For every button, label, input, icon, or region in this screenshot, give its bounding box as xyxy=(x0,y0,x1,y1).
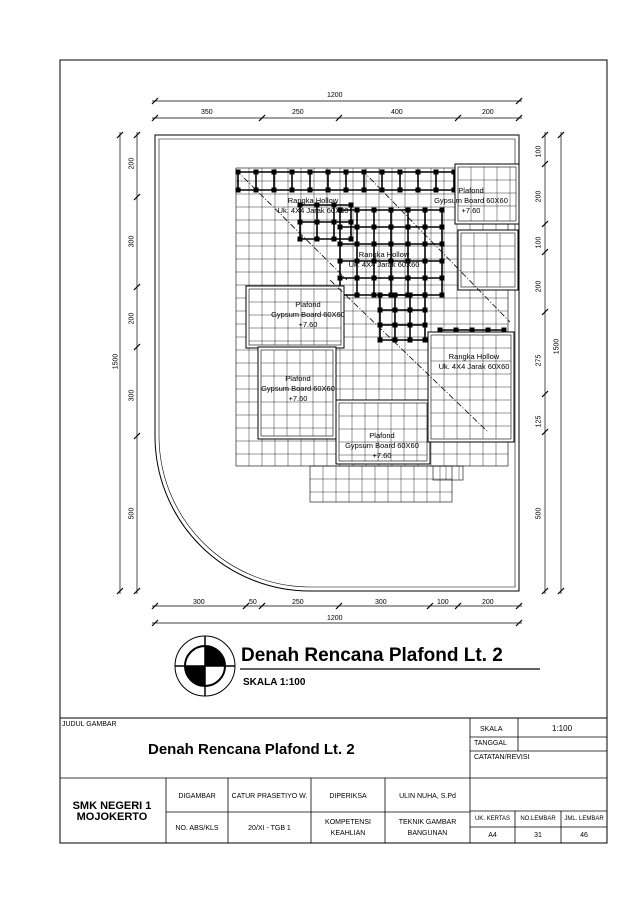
hollow-node xyxy=(440,242,444,246)
label-line: Rangka Hollow xyxy=(448,352,500,361)
hollow-node xyxy=(440,225,444,229)
dim-left: 300 xyxy=(128,235,136,248)
hollow-node xyxy=(308,170,312,174)
kompetensi-value: TEKNIK GAMBAR BANGUNAN xyxy=(398,819,457,837)
hollow-node xyxy=(393,308,397,312)
hollow-node xyxy=(355,293,359,297)
label-line: +7.60 xyxy=(298,320,318,329)
dim-top: 400 xyxy=(391,109,403,116)
hollow-node xyxy=(372,293,376,297)
hollow-node xyxy=(355,225,359,229)
dim-right: 500 xyxy=(535,507,543,520)
hollow-node xyxy=(355,242,359,246)
hollow-node xyxy=(398,170,402,174)
hollow-node xyxy=(440,259,444,263)
grid-area xyxy=(433,466,463,480)
label-line: Gypsum Board 60X60 xyxy=(434,196,508,205)
label-line: Rangka Hollow xyxy=(358,250,410,259)
hollow-node xyxy=(486,328,490,332)
hollow-node xyxy=(434,170,438,174)
hollow-node xyxy=(406,225,410,229)
dim-top-total: 1200 xyxy=(327,92,343,99)
hollow-node xyxy=(332,220,336,224)
dim-left: 300 xyxy=(128,389,136,402)
diperiksa-value: ULIN NUHA, S.Pd xyxy=(399,792,456,800)
hollow-node xyxy=(416,188,420,192)
hollow-node xyxy=(406,208,410,212)
label-line: +7.60 xyxy=(288,394,308,403)
hollow-node xyxy=(362,188,366,192)
label-line: Gypsum Board 60X60 xyxy=(345,441,419,450)
diperiksa-label: DIPERIKSA xyxy=(329,792,367,800)
hollow-node xyxy=(236,188,240,192)
dim-top: 200 xyxy=(482,109,494,116)
hollow-node xyxy=(355,276,359,280)
hollow-node xyxy=(378,338,382,342)
hollow-node xyxy=(440,293,444,297)
label-line: +7.60 xyxy=(372,451,392,460)
dim-bottom: 50 xyxy=(249,599,257,606)
label-plafond xyxy=(336,431,428,461)
hollow-node xyxy=(254,170,258,174)
label-plafond xyxy=(262,300,354,330)
dim-right-total: 1500 xyxy=(553,338,561,355)
hollow-node xyxy=(389,208,393,212)
label-rangka-hollow xyxy=(268,196,358,216)
kompetensi-label: KOMPETENSI KEAHLIAN xyxy=(325,819,371,837)
dim-bottom-total: 1200 xyxy=(327,615,343,622)
hollow-node xyxy=(332,237,336,241)
label-line: Plafond xyxy=(458,186,484,195)
label-line: Uk. 4X4 Jarak 60X60 xyxy=(348,260,420,269)
hollow-node xyxy=(423,242,427,246)
label-plafond xyxy=(425,186,517,216)
uk-kertas-value: A4 xyxy=(488,831,497,839)
hollow-node xyxy=(423,225,427,229)
label-line: Plafond xyxy=(295,300,321,309)
drawing-title: Denah Rencana Plafond Lt. 2 xyxy=(241,645,503,666)
hollow-node xyxy=(408,293,412,297)
hollow-node xyxy=(372,225,376,229)
hollow-node xyxy=(393,293,397,297)
tanggal-label: TANGGAL xyxy=(474,740,507,747)
hollow-node xyxy=(440,276,444,280)
hollow-node xyxy=(372,208,376,212)
hollow-node xyxy=(326,170,330,174)
label-line: Uk. 4X4 Jarak 60X60 xyxy=(277,206,349,215)
hollow-node xyxy=(380,170,384,174)
hollow-node xyxy=(338,225,342,229)
hollow-node xyxy=(372,276,376,280)
hollow-node xyxy=(502,328,506,332)
hollow-node xyxy=(389,225,393,229)
hollow-node xyxy=(378,293,382,297)
hollow-node xyxy=(423,308,427,312)
dim-right: 100 xyxy=(535,236,543,249)
hollow-node xyxy=(406,242,410,246)
hollow-node xyxy=(315,220,319,224)
label-line: Gypsum Board 60X60 xyxy=(271,310,345,319)
hollow-node xyxy=(298,220,302,224)
dim-bottom: 250 xyxy=(292,599,304,606)
hollow-node xyxy=(438,328,442,332)
hollow-node xyxy=(454,328,458,332)
hollow-node xyxy=(338,242,342,246)
hollow-node xyxy=(338,276,342,280)
room-box xyxy=(458,230,518,290)
dim-left: 500 xyxy=(128,507,136,520)
dim-bottom: 300 xyxy=(375,599,387,606)
hollow-node xyxy=(372,242,376,246)
dim-right: 100 xyxy=(535,145,543,158)
dim-right: 200 xyxy=(535,280,543,293)
label-line: Gypsum Board 60X60 xyxy=(261,384,335,393)
skala-value: 1:100 xyxy=(552,724,573,733)
label-rangka-hollow xyxy=(338,250,430,270)
judul-gambar-label: JUDUL GAMBAR xyxy=(62,721,117,728)
hollow-node xyxy=(315,237,319,241)
judul-gambar: Denah Rencana Plafond Lt. 2 xyxy=(148,741,355,758)
label-line: Rangka Hollow xyxy=(287,196,339,205)
hollow-node xyxy=(423,323,427,327)
hollow-node xyxy=(389,242,393,246)
label-line: Uk. 4X4 Jarak 60X60 xyxy=(438,362,510,371)
hollow-node xyxy=(406,276,410,280)
hollow-node xyxy=(408,338,412,342)
north-arrow-icon xyxy=(175,636,235,696)
abs-value: 20/XI - TGB 1 xyxy=(248,824,291,832)
hollow-node xyxy=(408,308,412,312)
hollow-node xyxy=(290,188,294,192)
label-plafond xyxy=(252,374,344,404)
drawing-scale: SKALA 1:100 xyxy=(243,677,306,688)
label-rangka-hollow xyxy=(428,352,520,372)
hollow-node xyxy=(349,220,353,224)
skala-label: SKALA xyxy=(480,726,503,733)
dim-top: 250 xyxy=(292,109,304,116)
jml-lembar-value: 46 xyxy=(580,831,588,839)
dim-left: 200 xyxy=(128,157,136,170)
jml-lembar-label: JML. LEMBAR xyxy=(564,815,604,822)
dim-right: 275 xyxy=(535,354,543,367)
hollow-node xyxy=(290,170,294,174)
hollow-node xyxy=(393,323,397,327)
hollow-node xyxy=(416,170,420,174)
dim-right: 125 xyxy=(535,415,543,428)
dim-left: 200 xyxy=(128,312,136,325)
no-lembar-value: 31 xyxy=(534,831,542,839)
hollow-node xyxy=(349,237,353,241)
dim-left-total: 1500 xyxy=(112,353,120,370)
label-line: +7.60 xyxy=(461,206,481,215)
hollow-node xyxy=(470,328,474,332)
hollow-node xyxy=(408,323,412,327)
hollow-node xyxy=(423,338,427,342)
catatan-label: CATATAN/REVISI xyxy=(474,754,530,761)
dim-top: 350 xyxy=(201,109,213,116)
hollow-node xyxy=(398,188,402,192)
digambar-value: CATUR PRASETIYO W. xyxy=(231,792,308,800)
sheet-border xyxy=(60,60,607,843)
label-line: Plafond xyxy=(369,431,395,440)
hollow-node xyxy=(272,170,276,174)
hollow-node xyxy=(308,188,312,192)
hollow-node xyxy=(326,188,330,192)
dim-bottom: 200 xyxy=(482,599,494,606)
hollow-node xyxy=(298,237,302,241)
grid-area xyxy=(310,466,452,502)
digambar-label: DIGAMBAR xyxy=(178,792,216,800)
hollow-node xyxy=(423,276,427,280)
no-lembar-label: NO.LEMBAR xyxy=(520,815,556,822)
uk-kertas-label: UK. KERTAS xyxy=(474,815,511,822)
hollow-node xyxy=(423,293,427,297)
hollow-node xyxy=(378,308,382,312)
abs-label: NO. ABS/KLS xyxy=(175,824,219,832)
hollow-node xyxy=(389,276,393,280)
hollow-node xyxy=(272,188,276,192)
dim-bottom: 100 xyxy=(437,599,449,606)
hollow-node xyxy=(344,170,348,174)
dim-right: 200 xyxy=(535,190,543,203)
label-line: Plafond xyxy=(285,374,311,383)
dim-bottom: 300 xyxy=(193,599,205,606)
hollow-node xyxy=(344,188,348,192)
school-name: SMK NEGERI 1 MOJOKERTO xyxy=(72,800,152,823)
